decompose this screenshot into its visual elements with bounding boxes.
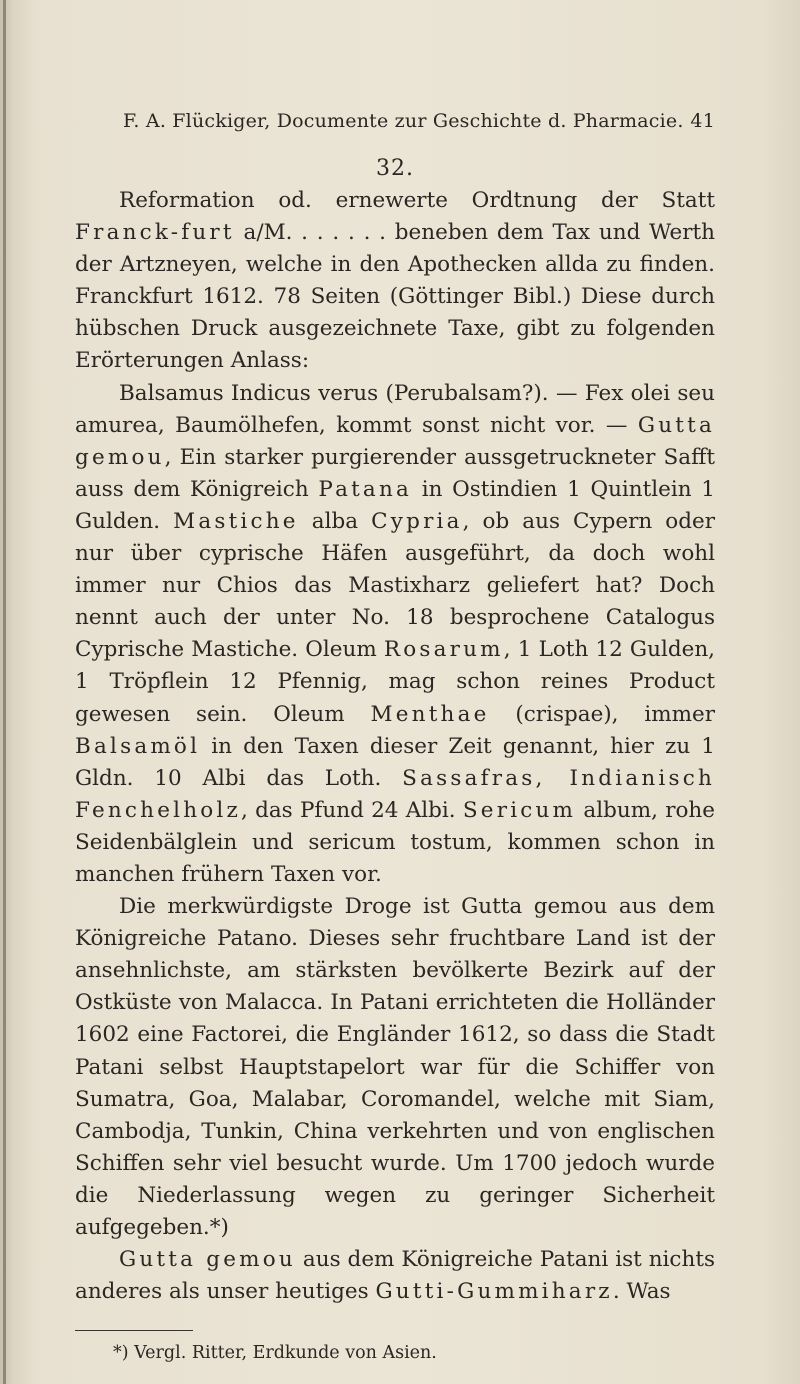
spaced-term: Sassafras, Indianisch Fenchelholz xyxy=(75,765,715,823)
text-run: alba xyxy=(298,508,372,534)
spaced-term: Patana xyxy=(318,476,413,502)
spaced-term: Gutta gemou xyxy=(75,412,715,470)
spaced-term: Gutti-Gummiharz xyxy=(375,1279,613,1305)
paragraph xyxy=(75,891,715,1244)
paragraph xyxy=(75,378,715,892)
text-run: , ob aus Cypern oder nur über cyprische Häfen ausgeführt, da doch wohl immer nur Chios das Mastixharz geliefert hat? Doch nennt auch der unter No. 18 besprochene Catalogus Cyprische Mastiche. Oleum xyxy=(75,508,715,663)
text-run: . Was xyxy=(612,1279,671,1305)
text-run: Die merkwürdigste Droge ist Gutta gemou aus dem Königreiche Patano. Dieses sehr fruchtbare Land ist der ansehnlichste, am stärksten bevölkerte Bezirk auf der Ostküste von Malacca. In Patani errichteten die Holländer 1602 eine Factorei, die Engländer 1612, so dass die Stadt Patani selbst Hauptstapelort war für die Schiffer von Sumatra, Goa, Malabar, Coromandel, welche mit Siam, Cambodja, Tunkin, China verkehrten und von englischen Schiffen sehr viel besucht wurde. Um 1700 jedoch wurde die Niederlassung wegen zu geringer Sicherheit aufgegeben.*) xyxy=(75,894,715,1240)
text-run: , Ein starker purgierender aussgetruckneter Safft auss dem Königreich xyxy=(75,444,715,502)
text-run: (crispae), immer xyxy=(489,701,716,727)
footnote: *) Vergl. Ritter, Erdkunde von Asien. xyxy=(113,1343,437,1364)
page-number: 41 xyxy=(690,110,715,132)
text-run: a/M. . . . . . . beneben dem Tax und Werth der Artzneyen, welche in den Apothecken allda zu finden. Franckfurt 1612. 78 Seiten (Göttinger Bibl.) Diese durch hübschen Druck ausgezeichnete Taxe, gibt zu folgenden Erörterungen Anlass: xyxy=(75,220,715,374)
text-run: aus dem Königreiche Patani ist nichts anderes als unser heutiges xyxy=(75,1247,715,1305)
text-run: Reformation od. ernewerte Ordtnung der Statt xyxy=(119,188,715,213)
paragraph xyxy=(75,185,715,378)
spaced-term: Balsamöl xyxy=(75,733,201,759)
text-run: album, rohe Seidenbälglein und sericum tostum, kommen schon in manchen frühern Taxen vor. xyxy=(75,797,715,887)
spaced-term: Rosarum xyxy=(383,637,504,663)
spaced-term: Mastiche xyxy=(173,508,299,534)
binding-edge xyxy=(3,0,6,1384)
body-text xyxy=(75,185,715,1308)
spaced-term: Franck-furt xyxy=(75,220,235,246)
text-run: in den Taxen dieser Zeit genannt, hier zu 1 Gldn. 10 Albi das Loth. xyxy=(75,733,715,791)
text-run: , das Pfund 24 Albi. xyxy=(241,797,463,823)
document-page xyxy=(75,110,715,1365)
spaced-term: Gutta gemou xyxy=(119,1247,296,1273)
spaced-term: Sericum xyxy=(462,797,577,823)
text-run: in Ostindien 1 Quintlein 1 Gulden. xyxy=(75,476,715,534)
running-header xyxy=(75,110,715,140)
text-run: , 1 Loth 12 Gulden, 1 Tröpflein 12 Pfennig, mag schon reines Product gewesen sein. Oleum xyxy=(75,637,715,727)
spaced-term: Menthae xyxy=(370,701,490,727)
paragraph xyxy=(75,1244,715,1308)
footnote-rule xyxy=(75,1330,193,1331)
text-run: Balsamus Indicus verus (Perubalsam?). — Fex olei seu amurea, Baumölhefen, kommt sonst nicht vor. — xyxy=(75,380,715,438)
spaced-term: Cypria xyxy=(371,508,463,534)
running-title: F. A. Flückiger, Documente zur Geschichte d. Pharmacie. xyxy=(123,110,684,132)
section-number: 32. xyxy=(376,156,414,181)
